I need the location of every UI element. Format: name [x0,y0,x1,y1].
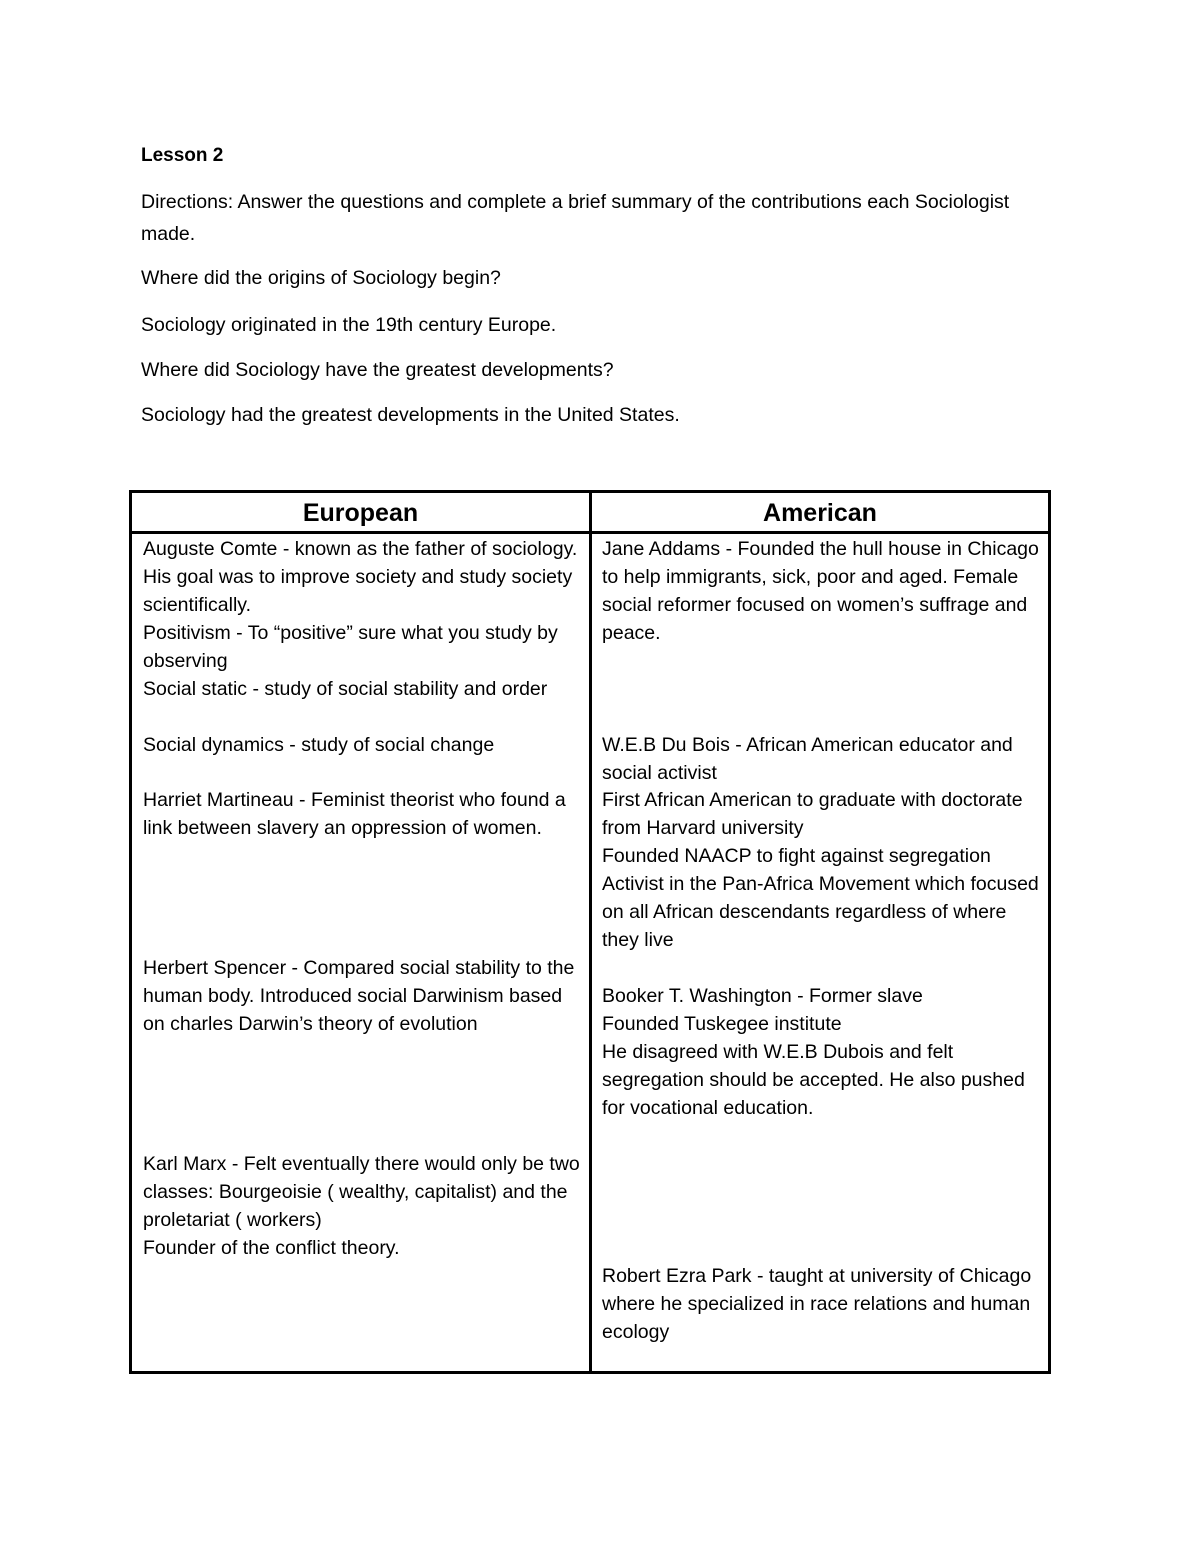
entry-web-du-bois: W.E.B Du Bois - African American educator and social activist [602,734,1013,784]
entry-first-african-american-doctorate: First African American to graduate with doctorate from Harvard university [602,789,1023,839]
entry-auguste-comte: Auguste Comte - known as the father of sociology. His goal was to improve society and study society scientifically. [143,538,578,616]
sociologists-table [129,490,1051,1374]
lesson-title: Lesson 2 [141,145,224,166]
entry-herbert-spencer: Herbert Spencer - Compared social stability to the human body. Introduced social Darwinism based on charles Darwin’s theory of evolution [143,957,575,1035]
entry-tuskegee-institute: Founded Tuskegee institute [602,1013,842,1035]
entry-founded-naacp: Founded NAACP to fight against segregation [602,845,991,867]
entry-harriet-martineau: Harriet Martineau - Feminist theorist who found a link between slavery an oppression of women. [143,789,566,839]
question-origins: Where did the origins of Sociology begin? [141,267,501,289]
entry-disagreed-with-dubois: He disagreed with W.E.B Dubois and felt segregation should be accepted. He also pushed for vocational education. [602,1041,1025,1119]
entry-jane-addams: Jane Addams - Founded the hull house in Chicago to help immigrants, sick, poor and aged. Female social reformer focused on women’s suffrage and peace. [602,538,1039,644]
entry-positivism: Positivism - To “positive” sure what you study by observing [143,622,558,672]
header-american: American [763,499,877,527]
entry-karl-marx: Karl Marx - Felt eventually there would only be two classes: Bourgeoisie ( wealthy, capitalist) and the proletariat ( workers) [143,1153,580,1231]
directions-text: Directions: Answer the questions and complete a brief summary of the contributions each Sociologist made. [141,191,1010,245]
entry-pan-africa-movement: Activist in the Pan-Africa Movement which focused on all African descendants regardless of where they live [602,873,1039,951]
header-divider [132,531,1048,534]
entry-booker-t-washington: Booker T. Washington - Former slave [602,985,923,1007]
answer-developments: Sociology had the greatest developments in the United States. [141,404,680,426]
question-developments: Where did Sociology have the greatest developments? [141,359,614,381]
entry-robert-ezra-park: Robert Ezra Park - taught at university of Chicago where he specialized in race relations and human ecology [602,1265,1032,1343]
column-divider [589,493,592,1371]
header-european: European [302,499,419,527]
entry-conflict-theory: Founder of the conflict theory. [143,1237,400,1259]
entry-social-dynamics: Social dynamics - study of social change [143,734,495,756]
entry-social-static: Social static - study of social stability and order [143,678,548,700]
answer-origins: Sociology originated in the 19th century Europe. [141,314,557,336]
